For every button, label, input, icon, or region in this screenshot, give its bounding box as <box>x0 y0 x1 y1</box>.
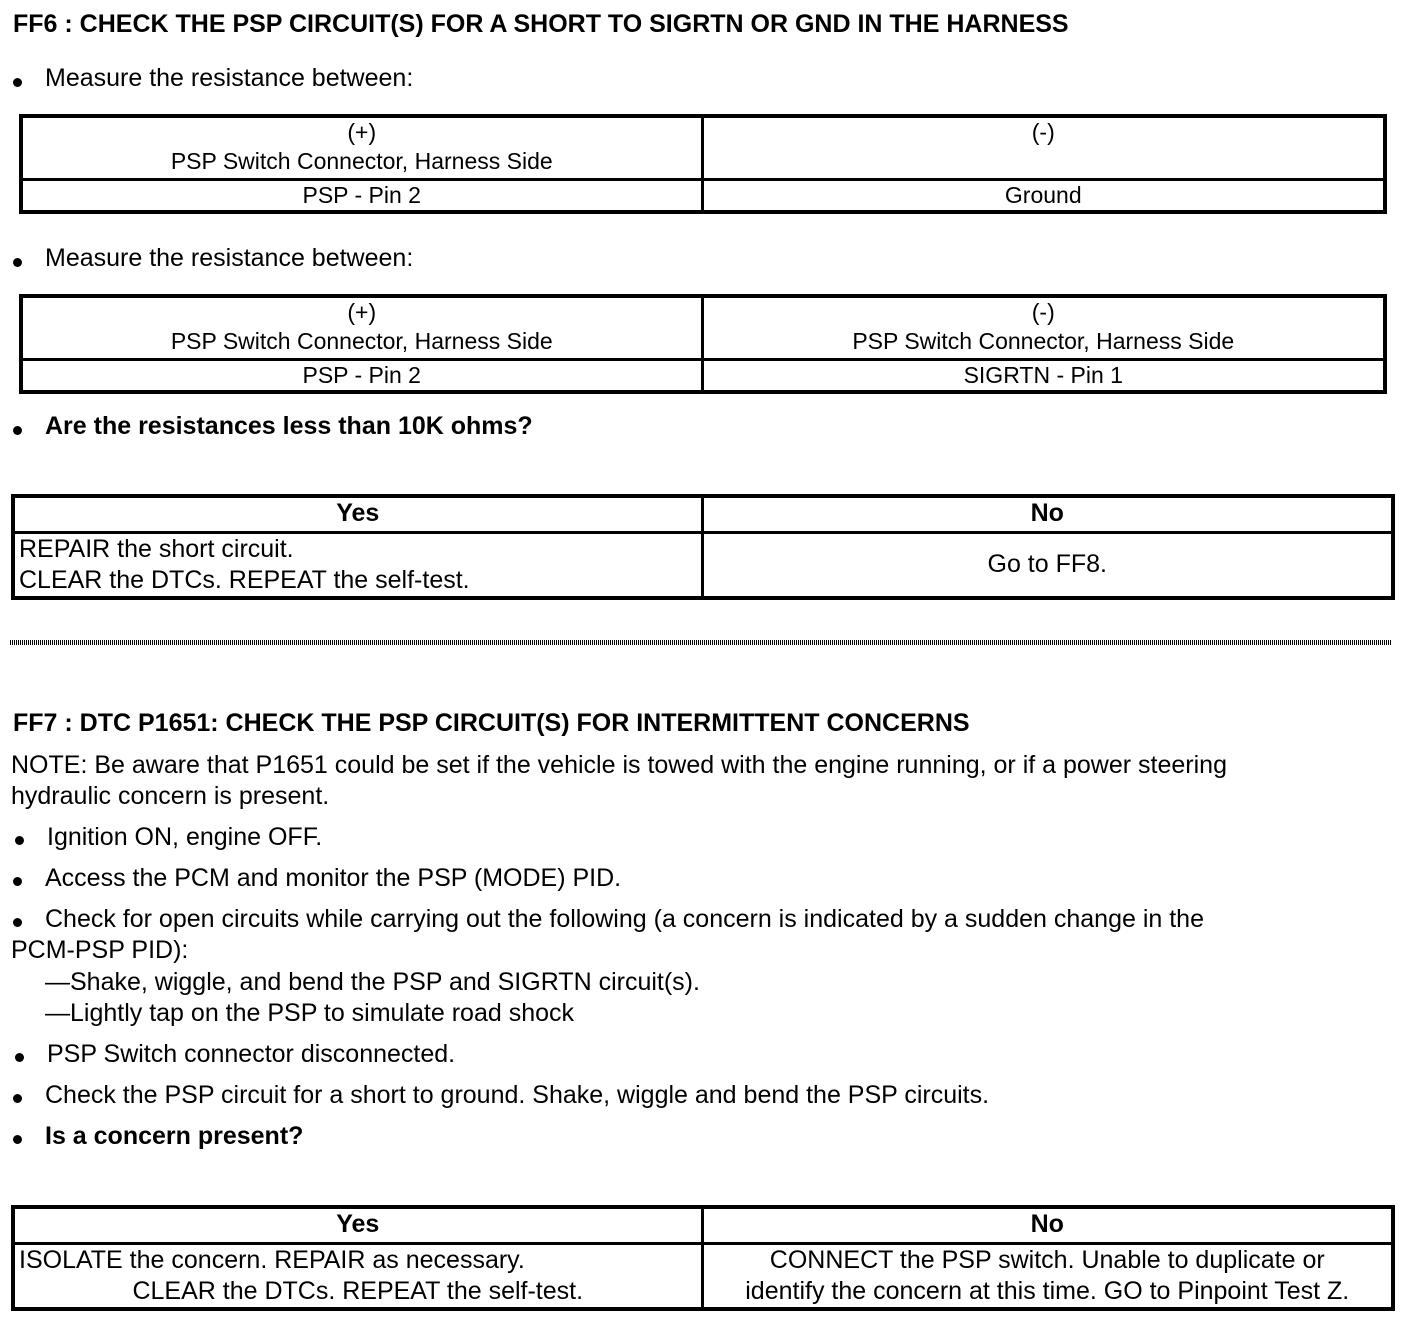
ff7-step-check-open: Check for open circuits while carrying out the following (a concern is indicated by a sudden change in the <box>45 905 1204 933</box>
ff6-result-table <box>11 494 1395 600</box>
ff7-title: FF7 : DTC P1651: CHECK THE PSP CIRCUIT(S) FOR INTERMITTENT CONCERNS <box>13 709 970 737</box>
minus-pin-cell: Ground <box>702 179 1385 212</box>
no-action-line: identify the concern at this time. GO to Pinpoint Test Z. <box>745 1276 1350 1305</box>
ff6-step-measure-1: Measure the resistance between: <box>45 64 414 92</box>
plus-header-cell <box>21 116 702 179</box>
bullet-icon <box>13 426 22 435</box>
yes-header: Yes <box>13 1207 702 1243</box>
ff7-question: Is a concern present? <box>45 1122 304 1150</box>
minus-header-cell <box>702 116 1385 179</box>
ff7-note-line: NOTE: Be aware that P1651 could be set if the vehicle is towed with the engine running, or if a power steering <box>11 751 1227 779</box>
ff7-step-check-short: Check the PSP circuit for a short to ground. Shake, wiggle and bend the PSP circuits. <box>45 1081 990 1109</box>
no-action-cell: Go to FF8. <box>702 532 1393 598</box>
plus-label: (+) <box>347 119 377 145</box>
plus-header-cell <box>21 296 702 359</box>
no-action-cell <box>702 1243 1393 1309</box>
ff7-step-check-open-cont: PCM-PSP PID): <box>11 936 189 964</box>
bullet-icon <box>15 1053 24 1062</box>
yes-action-cell <box>13 532 702 598</box>
bullet-icon <box>13 1135 22 1144</box>
plus-description: PSP Switch Connector, Harness Side <box>170 148 553 174</box>
ff7-step-access-pcm: Access the PCM and monitor the PSP (MODE) PID. <box>45 864 622 892</box>
bullet-icon <box>13 877 22 886</box>
yes-action-line: REPAIR the short circuit. <box>19 534 294 563</box>
minus-description: PSP Switch Connector, Harness Side <box>852 328 1235 354</box>
yes-action-line: CLEAR the DTCs. REPEAT the self-test. <box>132 1276 584 1305</box>
ff7-substep: —Shake, wiggle, and bend the PSP and SIGRTN circuit(s). <box>45 968 700 996</box>
no-action-line: CONNECT the PSP switch. Unable to duplicate or <box>769 1245 1325 1274</box>
minus-label: (-) <box>1031 119 1055 145</box>
bullet-icon <box>13 258 22 267</box>
ff7-note-line: hydraulic concern is present. <box>11 782 330 810</box>
ff7-step-ignition: Ignition ON, engine OFF. <box>47 823 323 851</box>
bullet-icon <box>13 1094 22 1103</box>
section-divider <box>10 640 1391 645</box>
minus-label: (-) <box>1031 299 1055 325</box>
ff6-title: FF6 : CHECK THE PSP CIRCUIT(S) FOR A SHORT TO SIGRTN OR GND IN THE HARNESS <box>13 10 1069 38</box>
ff7-substep: —Lightly tap on the PSP to simulate road shock <box>45 999 575 1027</box>
ff6-resistance-table-2 <box>19 294 1387 394</box>
minus-header-cell <box>702 296 1385 359</box>
ff6-question: Are the resistances less than 10K ohms? <box>45 412 533 440</box>
plus-description: PSP Switch Connector, Harness Side <box>170 328 553 354</box>
bullet-icon <box>13 78 22 87</box>
ff6-step-measure-2: Measure the resistance between: <box>45 244 414 272</box>
ff7-step-disconnect: PSP Switch connector disconnected. <box>47 1040 456 1068</box>
yes-header: Yes <box>13 496 702 532</box>
minus-pin-cell: SIGRTN - Pin 1 <box>702 359 1385 392</box>
plus-label: (+) <box>347 299 377 325</box>
bullet-icon <box>13 918 22 927</box>
ff6-resistance-table-1 <box>19 114 1387 214</box>
no-header: No <box>702 496 1393 532</box>
yes-action-cell <box>13 1243 702 1309</box>
yes-action-line: ISOLATE the concern. REPAIR as necessary. <box>19 1245 525 1274</box>
yes-action-line: CLEAR the DTCs. REPEAT the self-test. <box>19 565 470 594</box>
bullet-icon <box>15 836 24 845</box>
plus-pin-cell: PSP - Pin 2 <box>21 359 702 392</box>
ff7-result-table <box>11 1205 1395 1311</box>
plus-pin-cell: PSP - Pin 2 <box>21 179 702 212</box>
no-header: No <box>702 1207 1393 1243</box>
